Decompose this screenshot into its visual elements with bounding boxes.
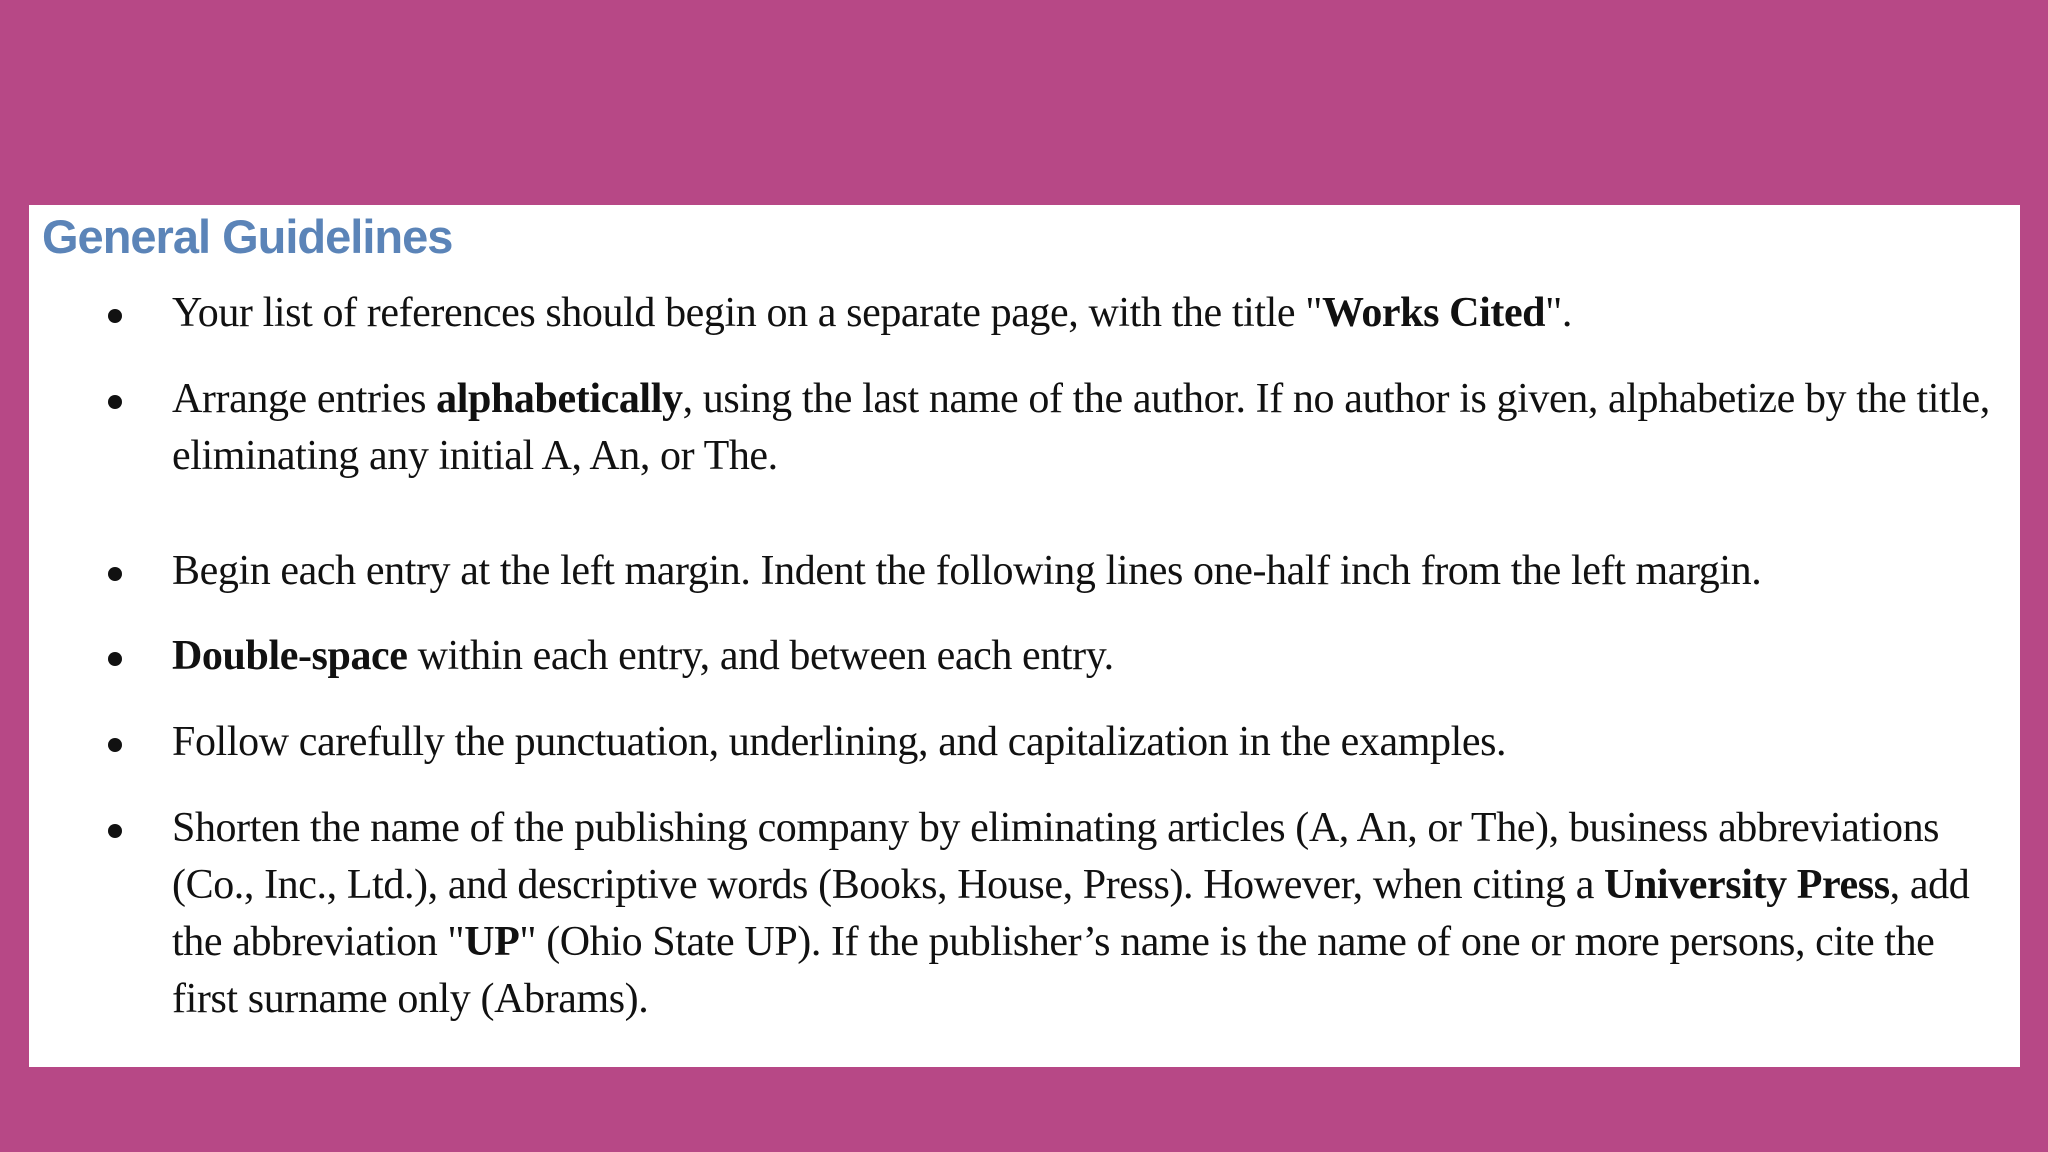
- bullet-text: [172, 285, 2002, 342]
- bullet-icon: [108, 652, 122, 666]
- bullet-text: [172, 628, 2002, 685]
- body-text: Your list of references should begin on a separate page, with the title ": [172, 290, 1323, 336]
- body-text: " (Ohio State UP). If the publisher’s name is the name of one or more persons, cite the first surname only (Abrams).: [172, 919, 1935, 1022]
- emphasis-text: alphabetically: [436, 376, 683, 422]
- bullet-text: [172, 714, 2002, 771]
- bullet-text: [172, 543, 2002, 600]
- bullet-text: [172, 371, 2002, 485]
- section-heading: General Guidelines: [42, 210, 453, 263]
- bullet-text: [172, 800, 2002, 1028]
- body-text: Shorten the name of the publishing company by eliminating articles (A, An, or The), business abbreviations (Co., Inc., Ltd.), and descriptive words (Books, House, Press). However, when citing a: [172, 805, 1940, 908]
- bullet-icon: [108, 738, 122, 752]
- emphasis-text: University Press: [1604, 862, 1890, 908]
- content-panel: [29, 205, 2020, 1067]
- body-text: Arrange entries: [172, 376, 437, 422]
- bullet-icon: [108, 395, 122, 409]
- emphasis-text: UP: [464, 919, 520, 965]
- body-text: , using the last name of the author. If no author is given, alphabetize by the title, eliminating any initial A, An, or The.: [172, 376, 1990, 479]
- emphasis-text: Works Cited: [1322, 290, 1546, 336]
- emphasis-text: Double-space: [172, 633, 408, 679]
- body-text: ".: [1545, 290, 1573, 336]
- body-text: , add the abbreviation ": [172, 862, 1970, 965]
- bullet-icon: [108, 309, 122, 323]
- bullet-icon: [108, 824, 122, 838]
- body-text: Follow carefully the punctuation, underlining, and capitalization in the examples.: [172, 719, 1507, 765]
- body-text: Begin each entry at the left margin. Indent the following lines one-half inch from the left margin.: [172, 548, 1762, 594]
- bullet-icon: [108, 567, 122, 581]
- body-text: within each entry, and between each entry.: [407, 633, 1114, 679]
